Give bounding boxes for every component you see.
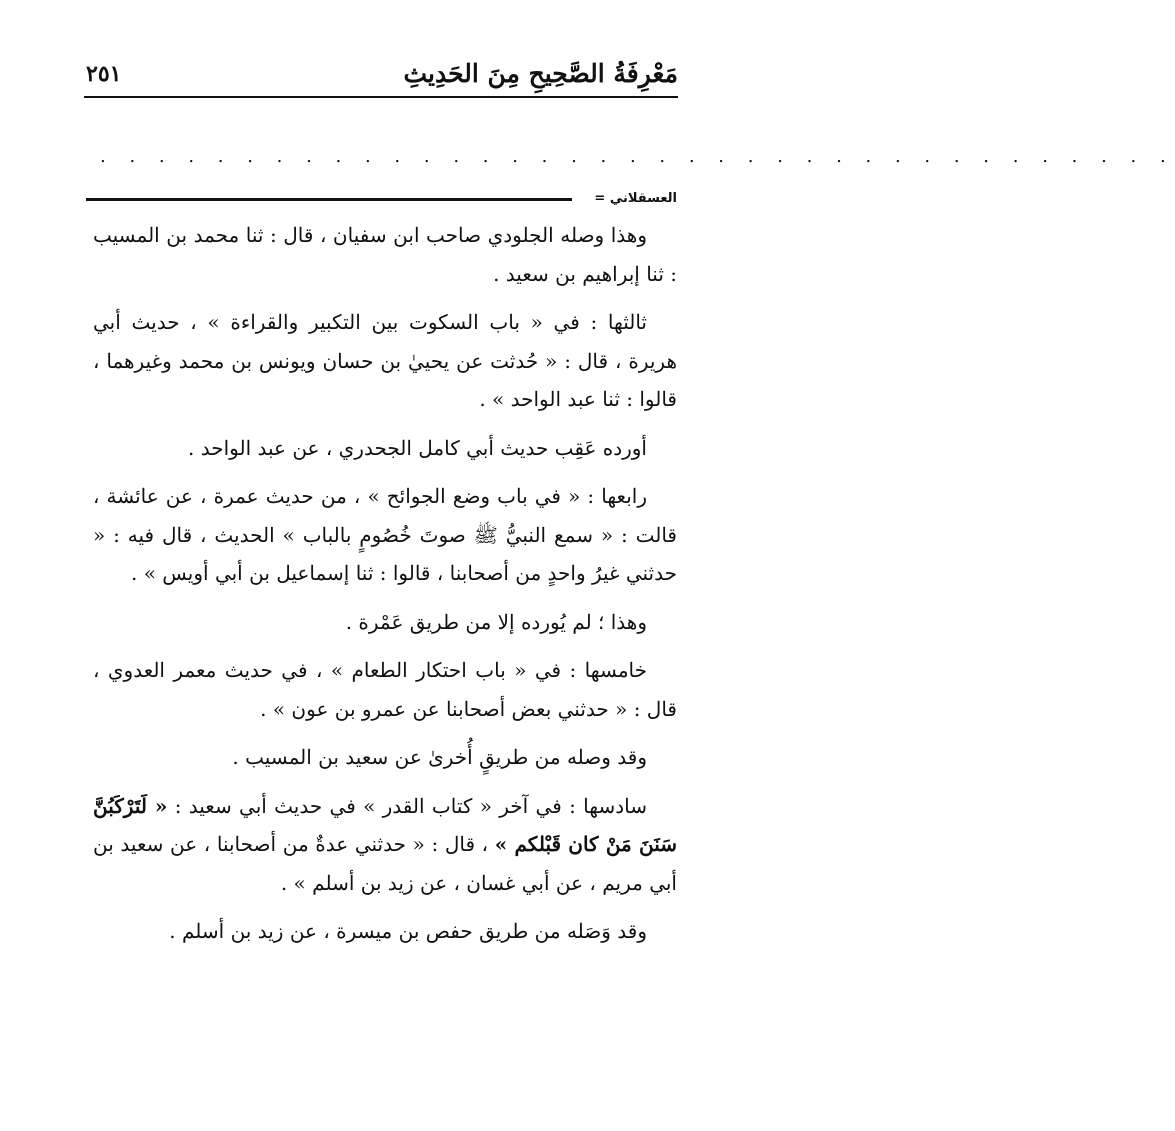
paragraph-3: أورده عَقِب حديث أبي كامل الجحدري ، عن عبد الواحد . bbox=[188, 435, 647, 460]
page-number: ٢٥١ bbox=[86, 61, 122, 87]
paragraph-2: ثالثها : في « باب السكوت بين التكبير والقراءة » ، حديث أبي هريرة ، قال : « حُدثت عن يحييٰ بن حسان ويونس بن محمد وغيرهما ، قالوا : ثنا عبد الواحد » . bbox=[93, 310, 678, 411]
commentary-rule bbox=[86, 198, 572, 201]
paragraph-4: رابعها : « في باب وضع الجوائح » ، من حديث عمرة ، عن عائشة ، قالت : « سمع النبيُّ ﷺ صوتَ خُصُومٍ بالباب » الحديث ، قال فيه : « حدثني غيرُ واحدٍ من أصحابنا ، قالوا : ثنا إسماعيل بن أبي أويس » . bbox=[93, 484, 677, 585]
commentary-label: العسقلاني = bbox=[594, 191, 677, 206]
paragraph-1: وهذا وصله الجلودي صاحب ابن سفيان ، قال : ثنا محمد بن المسيب : ثنا إبراهيم بن سعيد . bbox=[93, 223, 677, 286]
paragraph-7: وقد وصله من طريقٍ أُخرىٰ عن سعيد بن المسيب . bbox=[232, 745, 647, 769]
paragraph-6: خامسها : في « باب احتكار الطعام » ، في حديث معمر العدوي ، قال : « حدثني بعض أصحابنا عن عمرو بن عون » . bbox=[93, 658, 677, 721]
separator-dots: . . . . . . . . . . . . . . . . . . . . . . . . . . . . . . . . . . . . . bbox=[100, 146, 1175, 167]
paragraph-8-start: سادسها : في آخر « كتاب القدر » في حديث أبي سعيد : bbox=[167, 793, 647, 818]
hadith-quote-bold: « لَتَرْكَبُنَّ سَنَنَ مَنْ كان قَبْلكم » bbox=[93, 793, 678, 856]
paragraph-9: وقد وَصَله من طريق حفص بن ميسرة ، عن زيد بن أسلم . bbox=[169, 919, 647, 943]
paragraph-5: وهذا ؛ لم يُورده إلا من طريق عَمْرة . bbox=[345, 609, 647, 634]
running-title: مَعْرِفَةُ الصَّحِيحِ مِنَ الحَدِيثِ bbox=[403, 59, 678, 88]
page-header bbox=[84, 54, 678, 98]
header-rule bbox=[84, 96, 678, 98]
paragraph-8 bbox=[93, 787, 677, 903]
commentary-body bbox=[93, 216, 677, 961]
paragraph-8-end: ، قال : « حدثني عدةٌ من أصحابنا ، عن سعيد بن أبي مريم ، عن أبي غسان ، عن زيد بن أسلم » . bbox=[93, 832, 677, 895]
